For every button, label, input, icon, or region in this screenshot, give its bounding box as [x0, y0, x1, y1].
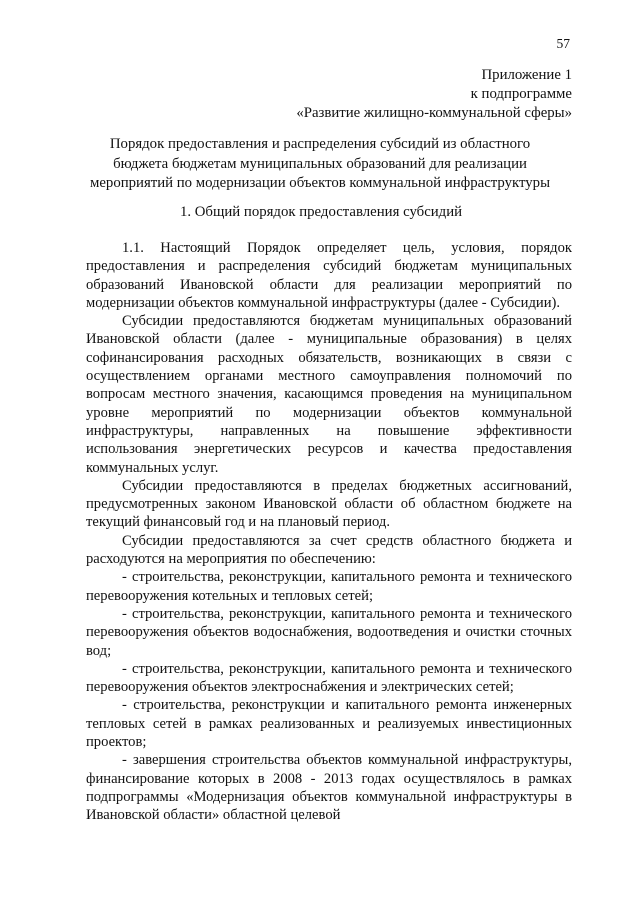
list-item: - завершения строительства объектов коммунальной инфраструктуры, финансирование которых в 2008 - 2013 годах осуществлялось в рамках подпрограммы «Модернизация объектов коммунальной инфраструктуры в Ивановской области» областной целевой — [86, 752, 572, 824]
section-heading: 1. Общий порядок предоставления субсидий — [179, 204, 463, 220]
body-text — [86, 239, 572, 825]
list-item: - строительства, реконструкции, капитального ремонта и технического перевооружения объектов электроснабжения и электрических сетей; — [86, 660, 572, 696]
appendix-line: Приложение 1 — [481, 67, 572, 83]
paragraph: Субсидии предоставляются в пределах бюджетных ассигнований, предусмотренных законом Ивановской области об областном бюджете на текущий финансовый год и на плановый период. — [86, 477, 572, 531]
appendix-header — [296, 66, 572, 123]
paragraph: Субсидии предоставляются за счет средств областного бюджета и расходуются на мероприятия по обеспечению: — [86, 532, 572, 568]
list-item: - строительства, реконструкции, капитального ремонта и технического перевооружения объектов водоснабжения, водоотведения и очистки сточных вод; — [86, 605, 572, 659]
document-title — [70, 135, 570, 194]
title-line: мероприятий по модернизации объектов коммунальной инфраструктуры — [89, 175, 551, 191]
appendix-line: «Развитие жилищно-коммунальной сферы» — [296, 105, 572, 121]
list-item: - строительства, реконструкции, капитального ремонта и технического перевооружения котельных и тепловых сетей; — [86, 569, 572, 604]
page-number: 57 — [556, 36, 570, 51]
title-line: Порядок предоставления и распределения субсидий из областного — [109, 136, 531, 152]
appendix-line: к подпрограмме — [470, 86, 572, 102]
title-line: бюджета бюджетам муниципальных образований для реализации — [113, 155, 527, 172]
list-item: - строительства, реконструкции и капитального ремонта инженерных тепловых сетей в рамках реализованных и реализуемых инвестиционных проектов; — [86, 697, 572, 751]
paragraph: 1.1. Настоящий Порядок определяет цель, условия, порядок предоставления и распределения субсидий бюджетам муниципальных образований Ивановской области для реализации мероприятий по модернизации объектов коммунальной инфраструктуры (далее - Субсидии). — [86, 240, 572, 311]
paragraph: Субсидии предоставляются бюджетам муниципальных образований Ивановской области (далее - муниципальные образования) в целях софинансирования расходных обязательств, возникающих в связи с осуществлением органами местного самоуправления полномочий по вопросам местного значения, касающимся проведения на муниципальном уровне мероприятий по модернизации объектов коммунальной инфраструктуры, направленных на повышение эффективности использования энергетических ресурсов и качества предоставления коммунальных услуг. — [86, 313, 572, 476]
